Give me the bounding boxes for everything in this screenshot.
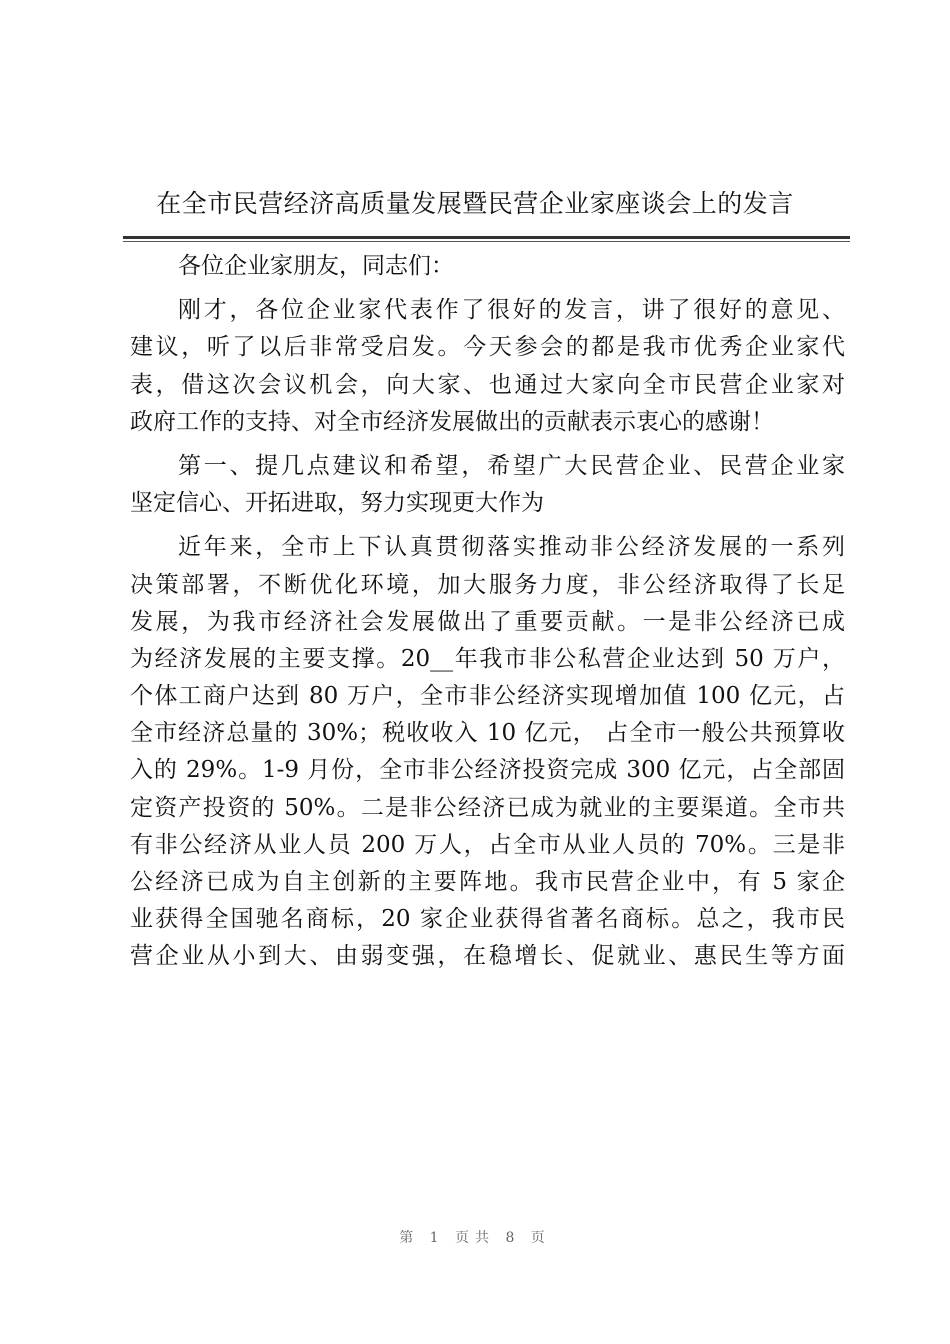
paragraph-thanks [130,292,845,441]
text-line: 业获得全国驰名商标，20 家企业获得省著名商标。总之，我市民 [130,906,845,933]
text-line: 近年来，全市上下认真贯彻落实推动非公经济发展的一系列 [178,534,845,561]
text-line: 定资产投资的 50%。二是非公经济已成为就业的主要渠道。全市共 [130,794,845,821]
text-line: 政府工作的支持、对全市经济发展做出的贡献表示衷心的感谢！ [130,408,774,435]
page-number-footer: 第 1 页共 8 页 [399,1230,551,1246]
text-line: 第一、提几点建议和希望，希望广大民营企业、民营企业家 [178,452,845,479]
text-line: 营企业从小到大、由弱变强，在稳增长、促就业、惠民生等方面 [130,943,845,970]
text-line: 入的 29%。1-9 月份，全市非公经济投资完成 300 亿元，占全部固 [130,757,845,784]
document-body [130,248,845,976]
text-line: 表，借这次会议机会，向大家、也通过大家向全市民营企业家对 [130,371,845,398]
text-line: 全市经济总量的 30%；税收收入 10 亿元， 占全市一般公共预算收 [130,720,845,747]
text-line: 刚才，各位企业家代表作了很好的发言，讲了很好的意见、 [178,297,845,324]
text-line: 各位企业家朋友，同志们： [178,253,454,279]
text-line: 发展，为我市经济社会发展做出了重要贡献。一是非公经济已成 [130,608,845,635]
paragraph-salutation [130,248,845,285]
title-divider-thick [123,236,850,239]
text-line: 坚定信心、开拓进取，努力实现更大作为 [130,490,544,517]
paragraph-development [130,529,845,975]
document-title: 在全市民营经济高质量发展暨民营企业家座谈会上的发言 [156,189,794,218]
title-divider-thin [123,241,850,242]
text-line: 有非公经济从业人员 200 万人，占全市从业人员的 70%。三是非 [130,831,845,858]
text-line: 个体工商户达到 80 万户，全市非公经济实现增加值 100 亿元，占 [130,683,845,710]
text-line: 公经济已成为自主创新的主要阵地。我市民营企业中，有 5 家企 [130,869,845,895]
text-line: 为经济发展的主要支撑。20__年我市非公私营企业达到 50 万户， [130,645,845,672]
paragraph-section-heading [130,448,845,522]
text-line: 建议，听了以后非常受启发。今天参会的都是我市优秀企业家代 [130,334,845,361]
text-line: 决策部署，不断优化环境，加大服务力度，非公经济取得了长足 [130,571,845,598]
